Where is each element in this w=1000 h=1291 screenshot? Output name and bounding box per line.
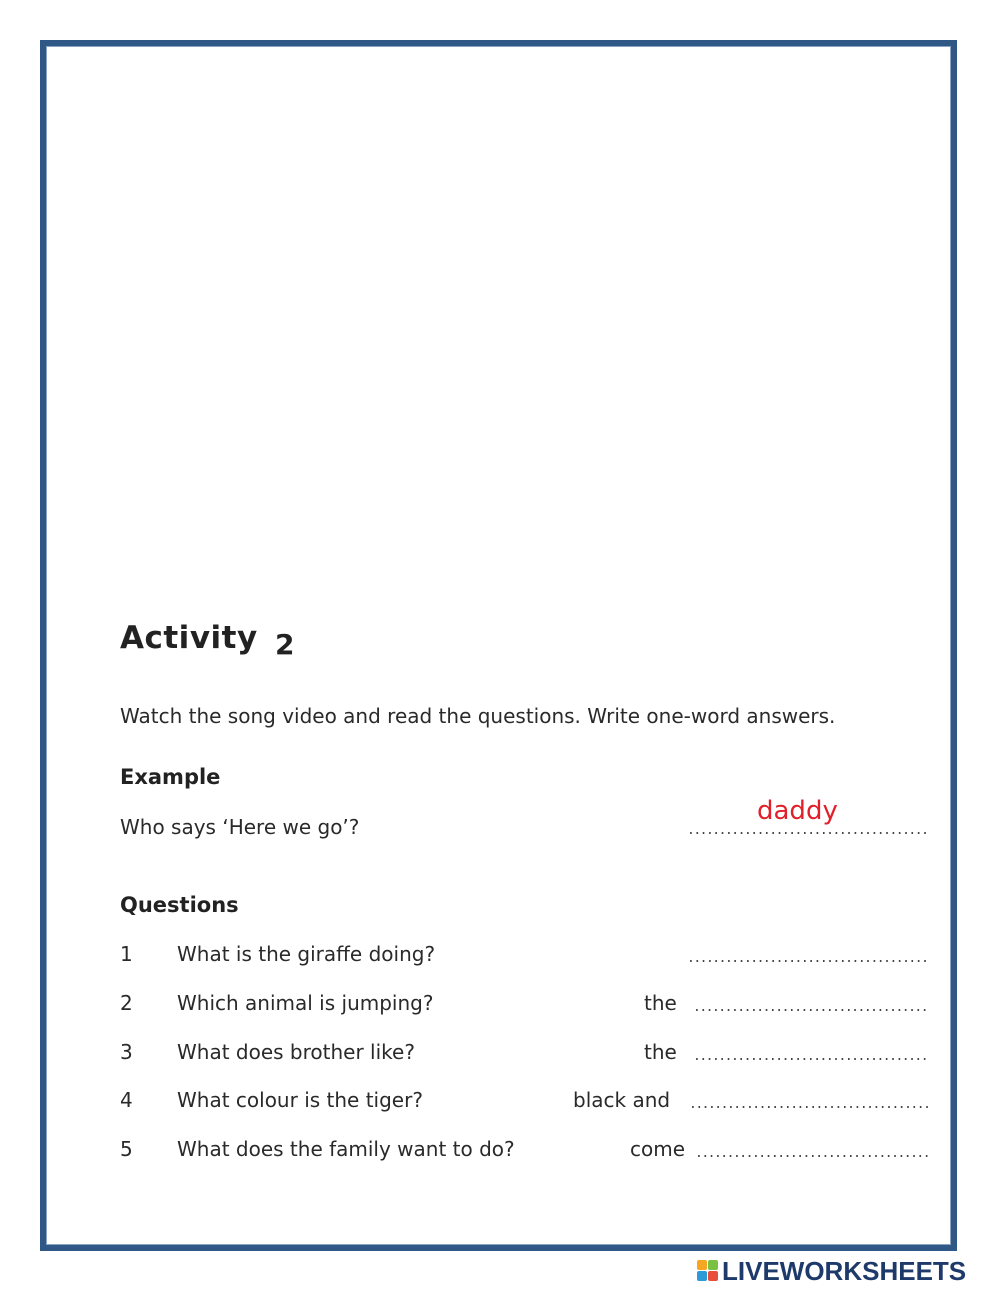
activity-number: 2 [275,628,295,661]
answer-prefix: the [644,991,677,1015]
question-number: 1 [120,942,133,966]
answer-blank-input[interactable]: ...................................... [687,951,928,966]
answer-prefix: black and [573,1088,671,1112]
answer-blank-input[interactable]: ...................................... [689,1097,930,1112]
question-number: 4 [120,1088,133,1112]
question-number: 3 [120,1040,133,1064]
questions-heading: Questions [120,893,239,917]
question-text: Which animal is jumping? [177,991,434,1015]
logo-text: LIVEWORKSHEETS [722,1255,967,1286]
question-text: What does brother like? [177,1040,415,1064]
answer-prefix: come [630,1137,686,1161]
example-answer-blank: ...................................... [687,823,928,838]
liveworksheets-logo-icon [697,1260,719,1282]
question-text: What colour is the tiger? [177,1088,423,1112]
answer-prefix: the [644,1040,677,1064]
example-question: Who says ‘Here we go’? [120,815,360,839]
liveworksheets-logo[interactable] [697,1256,966,1286]
answer-blank-input[interactable]: ..................................... [695,1146,930,1161]
example-heading: Example [120,765,221,789]
instructions-text: Watch the song video and read the questions. Write one-word answers. [120,704,836,728]
question-number: 5 [120,1137,133,1161]
question-text: What does the family want to do? [177,1137,515,1161]
example-answer: daddy [757,796,838,826]
answer-blank-input[interactable]: ..................................... [693,1049,928,1064]
activity-title: Activity [120,620,258,656]
answer-blank-input[interactable]: ..................................... [693,1000,928,1015]
question-text: What is the giraffe doing? [177,942,436,966]
question-number: 2 [120,991,133,1015]
